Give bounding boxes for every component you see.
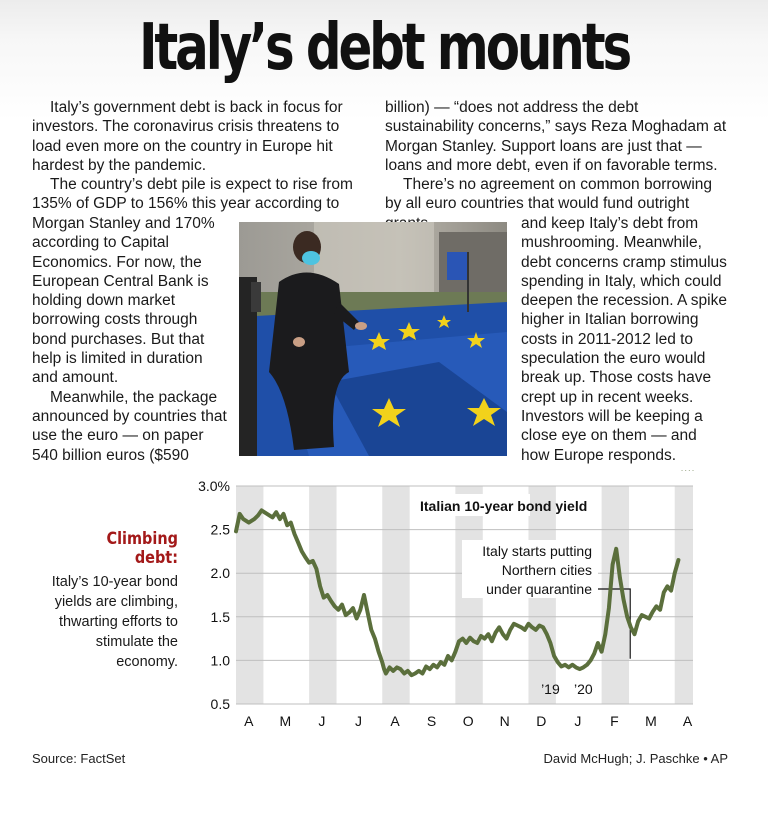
background-flag bbox=[447, 252, 469, 280]
data-point bbox=[575, 667, 576, 668]
data-point bbox=[601, 651, 602, 652]
sidebar-title-line: debt: bbox=[134, 548, 178, 568]
data-point bbox=[298, 542, 299, 543]
data-point bbox=[305, 557, 306, 558]
data-point bbox=[623, 599, 624, 600]
y-tick-label: 0.5 bbox=[210, 696, 230, 712]
data-point bbox=[659, 609, 660, 610]
data-point bbox=[341, 604, 342, 605]
data-point bbox=[319, 586, 320, 587]
data-point bbox=[279, 519, 280, 520]
data-point bbox=[371, 629, 372, 630]
y-axis-ticks bbox=[198, 478, 230, 712]
data-point bbox=[338, 609, 339, 610]
data-point bbox=[466, 642, 467, 643]
data-point bbox=[557, 662, 558, 663]
data-point bbox=[597, 642, 598, 643]
data-point bbox=[539, 625, 540, 626]
data-point bbox=[363, 594, 364, 595]
data-point bbox=[513, 623, 514, 624]
data-point bbox=[506, 638, 507, 639]
annotation-line: Northern cities bbox=[501, 562, 592, 578]
data-point bbox=[349, 612, 350, 613]
data-point bbox=[619, 577, 620, 578]
data-point bbox=[550, 642, 551, 643]
data-point bbox=[652, 611, 653, 612]
x-tick-label: J bbox=[574, 713, 582, 729]
data-point bbox=[334, 606, 335, 607]
story-column-right bbox=[385, 98, 728, 233]
story-wrap-right bbox=[521, 214, 728, 465]
x-tick-label: M bbox=[645, 713, 657, 729]
annotation-line: under quarantine bbox=[486, 581, 592, 597]
data-point bbox=[283, 513, 284, 514]
x-tick-label: A bbox=[390, 713, 400, 729]
y-tick-label: 2.5 bbox=[210, 521, 230, 538]
bond-yield-chart bbox=[0, 470, 768, 740]
data-point bbox=[433, 664, 434, 665]
data-point bbox=[612, 564, 613, 565]
data-point bbox=[477, 642, 478, 643]
data-point bbox=[484, 638, 485, 639]
data-point bbox=[616, 548, 617, 549]
data-point bbox=[678, 560, 679, 561]
y-tick-label: 1.0 bbox=[210, 652, 230, 669]
data-point bbox=[667, 586, 668, 587]
data-point bbox=[590, 660, 591, 661]
data-point bbox=[656, 606, 657, 607]
story-paragraph: billion) — “does not address the debt sustainability concerns,” says Reza Moghadam at Morgan Stanley. Support loans are just that — loans and more debt, even if on favorable terms. bbox=[385, 99, 727, 174]
data-point bbox=[524, 629, 525, 630]
story-column-left bbox=[32, 98, 365, 214]
data-point bbox=[451, 660, 452, 661]
x-tick-label: F bbox=[610, 713, 619, 729]
data-point bbox=[641, 614, 642, 615]
x-tick-label: N bbox=[499, 713, 510, 729]
data-point bbox=[290, 522, 291, 523]
y-tick-label: 1.5 bbox=[210, 608, 230, 625]
data-point bbox=[517, 625, 518, 626]
data-point bbox=[389, 667, 390, 668]
data-point bbox=[532, 627, 533, 628]
data-point bbox=[360, 609, 361, 610]
data-point bbox=[469, 637, 470, 638]
x-tick-label: A bbox=[682, 713, 693, 729]
data-point bbox=[583, 667, 584, 668]
sidebar-body: Italy’s 10-year bond yields are climbing, thwarting efforts to stimulate the economy. bbox=[51, 574, 178, 670]
data-point bbox=[396, 667, 397, 668]
data-point bbox=[356, 618, 357, 619]
data-point bbox=[543, 627, 544, 628]
photo-illustration bbox=[239, 222, 507, 456]
year-label: ’19 bbox=[541, 681, 560, 697]
data-point bbox=[345, 614, 346, 615]
data-point bbox=[272, 517, 273, 518]
data-point bbox=[455, 651, 456, 652]
data-point bbox=[367, 612, 368, 613]
y-tick-label: 3.0% bbox=[198, 478, 230, 494]
data-point bbox=[447, 655, 448, 656]
x-tick-label: O bbox=[462, 713, 474, 729]
data-point bbox=[499, 627, 500, 628]
data-point bbox=[404, 673, 405, 674]
data-point bbox=[535, 629, 536, 630]
data-point bbox=[257, 515, 258, 516]
data-point bbox=[407, 670, 408, 671]
data-point bbox=[649, 618, 650, 619]
data-point bbox=[440, 662, 441, 663]
data-point bbox=[411, 675, 412, 676]
data-point bbox=[426, 666, 427, 667]
x-tick-label: A bbox=[244, 713, 254, 729]
data-point bbox=[254, 519, 255, 520]
data-point bbox=[330, 601, 331, 602]
data-point bbox=[608, 607, 609, 608]
data-point bbox=[521, 627, 522, 628]
data-point bbox=[692, 470, 693, 471]
year-label: ’20 bbox=[573, 681, 593, 697]
data-point bbox=[568, 667, 569, 668]
story-wrap-left bbox=[32, 214, 227, 465]
data-point bbox=[385, 673, 386, 674]
data-point bbox=[634, 634, 635, 635]
data-point bbox=[561, 666, 562, 667]
annotation-line: Italy starts putting bbox=[482, 543, 592, 559]
data-point bbox=[436, 667, 437, 668]
data-point bbox=[383, 669, 384, 670]
data-point bbox=[605, 634, 606, 635]
credit-note: David McHugh; J. Paschke • AP bbox=[543, 751, 728, 766]
data-point bbox=[239, 513, 240, 514]
data-point bbox=[352, 607, 353, 608]
data-point bbox=[502, 634, 503, 635]
data-point bbox=[630, 627, 631, 628]
x-axis-ticks bbox=[244, 713, 693, 729]
data-point bbox=[564, 664, 565, 665]
data-point bbox=[400, 669, 401, 670]
headline: Italy’s debt mounts bbox=[138, 11, 630, 85]
data-point bbox=[510, 629, 511, 630]
data-point bbox=[294, 533, 295, 534]
year-labels bbox=[541, 681, 593, 697]
data-point bbox=[261, 510, 262, 511]
story-paragraph: The country’s debt pile is expect to rise from 135% of GDP to 156% this year according to bbox=[32, 176, 353, 213]
chart-title: Italian 10-year bond yield bbox=[420, 498, 588, 514]
data-point bbox=[248, 522, 249, 523]
data-point bbox=[579, 669, 580, 670]
data-point bbox=[528, 623, 529, 624]
news-photo bbox=[239, 222, 507, 456]
data-point bbox=[266, 513, 267, 514]
data-point bbox=[645, 616, 646, 617]
month-band bbox=[602, 486, 629, 704]
data-point bbox=[689, 470, 690, 471]
data-point bbox=[572, 664, 573, 665]
data-point bbox=[553, 655, 554, 656]
story-paragraph: Meanwhile, the package announced by countries that use the euro — on paper 540 billion euros ($590 bbox=[32, 388, 227, 464]
data-point bbox=[480, 635, 481, 636]
data-point bbox=[327, 594, 328, 595]
data-point bbox=[458, 641, 459, 642]
data-point bbox=[309, 562, 310, 563]
source-note: Source: FactSet bbox=[32, 751, 126, 766]
data-point bbox=[312, 560, 313, 561]
x-tick-label: J bbox=[354, 713, 362, 729]
data-point bbox=[429, 669, 430, 670]
data-point bbox=[418, 670, 419, 671]
data-point bbox=[235, 531, 236, 532]
data-point bbox=[378, 651, 379, 652]
data-point bbox=[243, 519, 244, 520]
story-paragraph: Morgan Stanley and 170% according to Capital Economics. For now, the European Central Bank is holding down market borrowing costs through bond purchases. But that help is limited in duration and amount. bbox=[32, 215, 215, 387]
data-point bbox=[393, 670, 394, 671]
data-point bbox=[594, 653, 595, 654]
data-point bbox=[674, 573, 675, 574]
data-point bbox=[663, 592, 664, 593]
x-tick-label: J bbox=[318, 713, 326, 729]
data-point bbox=[681, 470, 682, 471]
data-point bbox=[316, 568, 317, 569]
data-point bbox=[491, 641, 492, 642]
x-tick-label: S bbox=[426, 713, 437, 729]
data-point bbox=[422, 673, 423, 674]
story-paragraph: and keep Italy’s debt from mushrooming. Meanwhile, debt concerns cramp stimulus spending in Italy, which could deepen the recession. A spike higher in Italian borrowing costs in 2011-2012 led to speculation the euro would break up. Those costs have crept up in recent weeks. Investors will be keeping a close eye on them — and how Europe responds. bbox=[521, 215, 727, 464]
data-point bbox=[488, 634, 489, 635]
data-point bbox=[495, 632, 496, 633]
data-point bbox=[276, 512, 277, 513]
data-point bbox=[670, 590, 671, 591]
data-point bbox=[546, 634, 547, 635]
data-point bbox=[627, 616, 628, 617]
story-paragraph: Italy’s government debt is back in focus for investors. The coronavirus crisis threatens to load even more on the country in Europe hit hardest by the pandemic. bbox=[32, 99, 343, 174]
sidebar-title-line: Climbing bbox=[106, 529, 178, 549]
y-tick-label: 2.0 bbox=[210, 565, 230, 582]
data-point bbox=[638, 621, 639, 622]
x-tick-label: D bbox=[536, 713, 547, 729]
data-point bbox=[685, 470, 686, 471]
data-point bbox=[473, 641, 474, 642]
data-point bbox=[374, 638, 375, 639]
story-paragraph: There’s no agreement on common borrowing by all euro countries that would fund outright bbox=[385, 176, 713, 213]
x-tick-label: M bbox=[279, 713, 292, 729]
data-point bbox=[323, 597, 324, 598]
month-band bbox=[675, 486, 693, 704]
data-point bbox=[415, 673, 416, 674]
data-point bbox=[586, 664, 587, 665]
data-point bbox=[462, 638, 463, 639]
data-point bbox=[382, 662, 383, 663]
data-point bbox=[287, 525, 288, 526]
chart-svg bbox=[0, 470, 768, 740]
data-point bbox=[301, 551, 302, 552]
data-point bbox=[444, 664, 445, 665]
